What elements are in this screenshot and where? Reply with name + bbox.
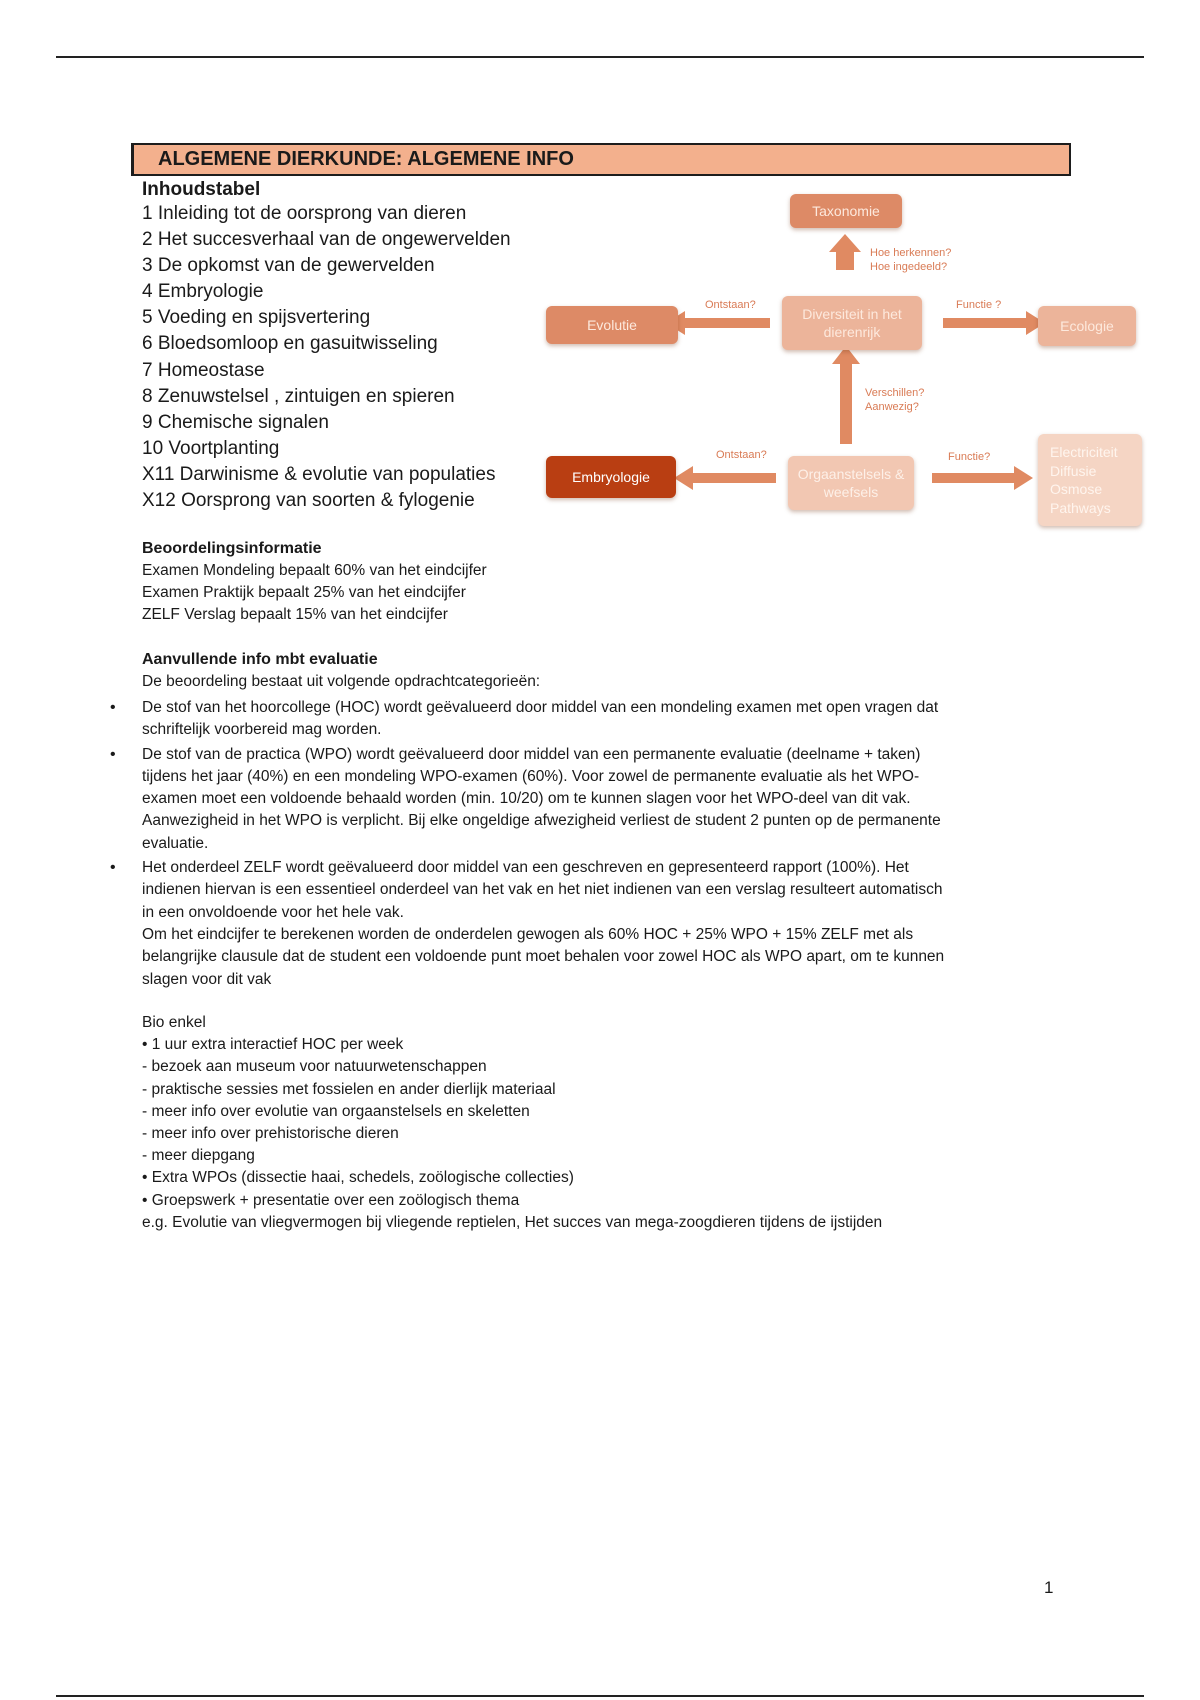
toc-item: 7 Homeostase [142,359,265,381]
node-taxonomie: Taxonomie [790,194,902,228]
bio-line: - praktische sessies met fossielen en ander dierlijk materiaal [142,1080,556,1098]
bio-line: - bezoek aan museum voor natuurwetenschappen [142,1058,487,1076]
bio-line: - meer diepgang [142,1147,255,1165]
bullet-item [110,857,1062,991]
arrow-right-bottom [932,466,1033,490]
footer-rule [56,1695,1144,1697]
extra-pathways: Pathways [1050,499,1111,516]
label-ontstaan-top: Ontstaan? [705,299,756,311]
bullet-line: De stof van de practica (WPO) wordt geëvalueerd door middel van een permanente evaluatie (deelname + taken) [142,745,921,763]
bullet-dot: • [110,699,116,716]
bullet-line: De stof van het hoorcollege (HOC) wordt geëvalueerd door middel van een mondeling examen met open vragen dat [142,699,939,716]
bullet-line: tijdens het jaar (40%) en een mondeling WPO-examen (60%). Voor zowel de permanente evaluatie als het WPO- [142,767,920,785]
page-title: ALGEMENE DIERKUNDE: ALGEMENE INFO [131,143,1071,176]
toc-item: X11 Darwinisme & evolutie van populaties [142,463,496,485]
label-functie-bottom: Functie? [948,451,991,463]
bio-line: - meer info over evolutie van orgaanstelsels en skeletten [142,1102,530,1120]
bullet-line: Aanwezigheid in het WPO is verplicht. Bij elke ongeldige afwezigheid verliest de student 2 punten op de permanente [142,812,941,830]
beoordeling-line: ZELF Verslag bepaalt 15% van het eindcijfer [142,606,448,624]
aanvullend-heading: Aanvullende info mbt evaluatie [142,651,378,668]
bullet-line: Om het eindcijfer te berekenen worden de onderdelen gewogen als 60% HOC + 25% WPO + 15% ZELF met als [142,925,914,943]
arrow-right-top [943,311,1045,335]
table-of-contents [142,178,552,514]
bullet-line: Het onderdeel ZELF wordt geëvalueerd door middel van een geschreven en gepresenteerd rapport (100%). Het [142,859,909,877]
arrow-left-top [666,311,770,335]
toc-item: 2 Het succesverhaal van de ongewervelden [142,229,511,251]
toc-list [142,201,552,514]
bullet-item [110,697,1062,742]
node-orgaanstelsels: Orgaanstelsels & weefsels [788,456,914,510]
toc-item: 3 De opkomst van de gewervelden [142,255,435,277]
beoordeling-heading: Beoordelingsinformatie [142,540,322,557]
label-functie-top: Functie ? [956,299,1002,311]
bio-line: Bio enkel [142,1014,206,1031]
bio-line: • 1 uur extra interactief HOC per week [142,1036,404,1054]
bio-line: • Groepswerk + presentatie over een zoölogisch thema [142,1191,520,1209]
label-ontstaan-bottom: Ontstaan? [716,449,767,461]
bullet-line: schriftelijk voorbereid mag worden. [142,721,382,739]
concept-diagram [540,186,1150,532]
aanvullend-intro: De beoordeling bestaat uit volgende opdrachtcategorieën: [142,673,541,690]
aanvullend-section [142,649,1062,693]
bullet-line: slagen voor dit vak [142,970,272,988]
node-ecologie: Ecologie [1038,306,1136,346]
arrow-up-top [829,234,861,270]
label-aanwezig: Aanwezig? [865,401,919,413]
toc-item: 8 Zenuwstelsel , zintuigen en spieren [142,385,455,407]
extra-osmose: Osmose [1050,481,1103,497]
extra-diffusie: Diffusie [1050,462,1097,479]
beoordeling-section [142,538,1062,627]
toc-item: 9 Chemische signalen [142,411,329,433]
node-evolutie: Evolutie [546,306,678,344]
extra-electriciteit: Electriciteit [1050,444,1118,460]
beoordeling-line: Examen Praktijk bepaalt 25% van het eindcijfer [142,584,466,602]
label-hoe-ingedeeld: Hoe ingedeeld? [870,261,948,273]
node-diversiteit: Diversiteit in het dierenrijk [782,296,922,350]
arrow-up-bottom [832,346,860,444]
toc-item: 4 Embryologie [142,281,264,303]
toc-item: 10 Voortplanting [142,437,280,459]
label-verschillen: Verschillen? [865,387,925,399]
toc-item: 6 Bloedsomloop en gasuitwisseling [142,333,438,355]
header-rule [56,56,1144,58]
bullet-line: indienen hiervan is een essentieel onderdeel van het vak en het niet indienen van een verslag resulteert automatisch [142,881,943,899]
bio-section [142,1012,1062,1234]
bullet-dot: • [110,745,116,763]
bullet-item [110,744,1062,855]
evaluation-bullets [110,697,1062,993]
toc-item: 5 Voeding en spijsvertering [142,307,371,329]
bullet-line: examen moet een voldoende behaald worden (min. 10/20) om te kunnen slagen voor het WPO-deel van dit vak. [142,790,911,808]
bio-line: • Extra WPOs (dissectie haai, schedels, zoölogische collecties) [142,1169,574,1187]
label-hoe-herkennen: Hoe herkennen? [870,247,952,259]
toc-item: 1 Inleiding tot de oorsprong van dieren [142,203,467,224]
node-embryologie: Embryologie [546,456,676,498]
bullet-line: belangrijke clausule dat de student een voldoende punt moet behalen voor zowel HOC als WPO apart, om te kunnen [142,948,945,966]
arrow-left-bottom [674,466,776,490]
bullet-line: in een onvoldoende voor het hele vak. [142,903,404,921]
page-number: 1 [1044,1578,1054,1597]
toc-heading: Inhoudstabel [142,179,261,200]
bio-line: - meer info over prehistorische dieren [142,1125,399,1143]
bullet-dot: • [110,859,116,877]
node-extra [1038,434,1142,526]
beoordeling-line: Examen Mondeling bepaalt 60% van het eindcijfer [142,562,487,579]
bullet-line: evaluatie. [142,834,209,852]
toc-item: X12 Oorsprong van soorten & fylogenie [142,490,475,512]
bio-line: e.g. Evolutie van vliegvermogen bij vliegende reptielen, Het succes van mega-zoogdieren tijdens de ijstijden [142,1213,883,1231]
